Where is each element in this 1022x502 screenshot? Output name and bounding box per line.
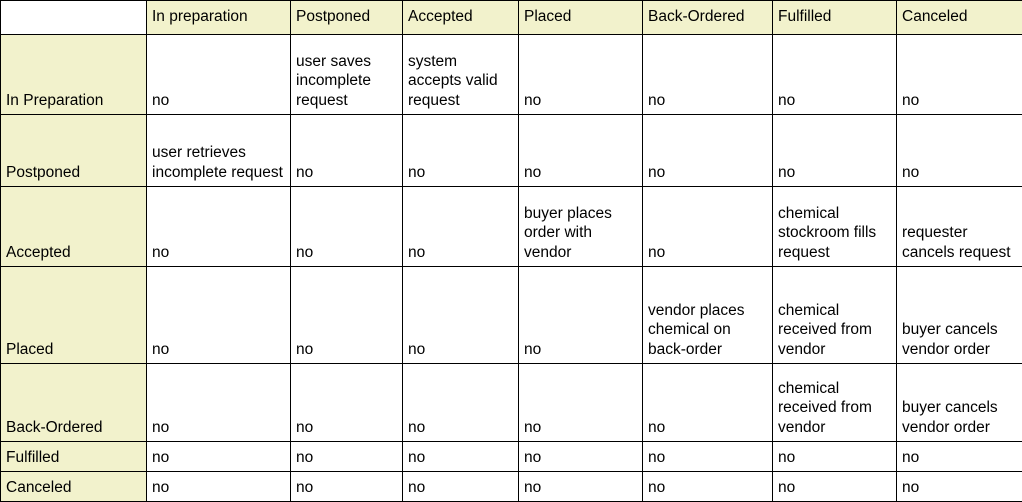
cell-back-ordered-fulfilled: chemical received from vendor (773, 364, 897, 442)
cell-canceled-back-ordered: no (643, 472, 773, 502)
cell-in-preparation-accepted: system accepts valid request (403, 35, 519, 115)
cell-placed-back-ordered: vendor places chemical on back-order (643, 267, 773, 364)
table-row (1, 35, 1022, 115)
row-header-back-ordered: Back-Ordered (1, 364, 147, 442)
cell-back-ordered-in-preparation: no (147, 364, 291, 442)
cell-in-preparation-in-preparation: no (147, 35, 291, 115)
row-header-in-preparation: In Preparation (1, 35, 147, 115)
cell-accepted-postponed: no (291, 187, 403, 267)
row-header-placed: Placed (1, 267, 147, 364)
cell-in-preparation-canceled: no (897, 35, 1022, 115)
cell-postponed-canceled: no (897, 115, 1022, 187)
table-header-row (1, 1, 1022, 35)
cell-back-ordered-placed: no (519, 364, 643, 442)
column-header-back-ordered: Back-Ordered (643, 1, 773, 35)
cell-postponed-fulfilled: no (773, 115, 897, 187)
row-header-canceled: Canceled (1, 472, 147, 502)
row-header-postponed: Postponed (1, 115, 147, 187)
cell-accepted-placed: buyer places order with vendor (519, 187, 643, 267)
column-header-fulfilled: Fulfilled (773, 1, 897, 35)
column-header-canceled: Canceled (897, 1, 1022, 35)
cell-fulfilled-canceled: no (897, 442, 1022, 472)
cell-canceled-accepted: no (403, 472, 519, 502)
cell-canceled-placed: no (519, 472, 643, 502)
cell-placed-in-preparation: no (147, 267, 291, 364)
cell-back-ordered-canceled: buyer cancels vendor order (897, 364, 1022, 442)
table-row (1, 267, 1022, 364)
cell-in-preparation-postponed: user saves incomplete request (291, 35, 403, 115)
cell-back-ordered-accepted: no (403, 364, 519, 442)
cell-canceled-canceled: no (897, 472, 1022, 502)
cell-postponed-in-preparation: user retrieves incomplete request (147, 115, 291, 187)
cell-placed-accepted: no (403, 267, 519, 364)
cell-fulfilled-accepted: no (403, 442, 519, 472)
table-row (1, 115, 1022, 187)
cell-fulfilled-postponed: no (291, 442, 403, 472)
row-header-fulfilled: Fulfilled (1, 442, 147, 472)
cell-back-ordered-postponed: no (291, 364, 403, 442)
cell-canceled-in-preparation: no (147, 472, 291, 502)
cell-accepted-canceled: requester cancels request (897, 187, 1022, 267)
cell-fulfilled-in-preparation: no (147, 442, 291, 472)
column-header-in-preparation: In preparation (147, 1, 291, 35)
table-corner-cell (1, 1, 147, 35)
cell-in-preparation-back-ordered: no (643, 35, 773, 115)
cell-postponed-back-ordered: no (643, 115, 773, 187)
cell-canceled-fulfilled: no (773, 472, 897, 502)
cell-in-preparation-fulfilled: no (773, 35, 897, 115)
cell-placed-placed: no (519, 267, 643, 364)
table-row (1, 364, 1022, 442)
cell-accepted-in-preparation: no (147, 187, 291, 267)
cell-placed-fulfilled: chemical received from vendor (773, 267, 897, 364)
cell-postponed-postponed: no (291, 115, 403, 187)
cell-fulfilled-placed: no (519, 442, 643, 472)
table-row (1, 187, 1022, 267)
cell-accepted-back-ordered: no (643, 187, 773, 267)
table-row (1, 442, 1022, 472)
cell-canceled-postponed: no (291, 472, 403, 502)
cell-accepted-fulfilled: chemical stockroom fills request (773, 187, 897, 267)
table-row (1, 472, 1022, 502)
column-header-placed: Placed (519, 1, 643, 35)
cell-placed-postponed: no (291, 267, 403, 364)
cell-in-preparation-placed: no (519, 35, 643, 115)
cell-postponed-placed: no (519, 115, 643, 187)
cell-fulfilled-fulfilled: no (773, 442, 897, 472)
cell-postponed-accepted: no (403, 115, 519, 187)
column-header-accepted: Accepted (403, 1, 519, 35)
column-header-postponed: Postponed (291, 1, 403, 35)
cell-back-ordered-back-ordered: no (643, 364, 773, 442)
cell-accepted-accepted: no (403, 187, 519, 267)
row-header-accepted: Accepted (1, 187, 147, 267)
cell-fulfilled-back-ordered: no (643, 442, 773, 472)
cell-placed-canceled: buyer cancels vendor order (897, 267, 1022, 364)
